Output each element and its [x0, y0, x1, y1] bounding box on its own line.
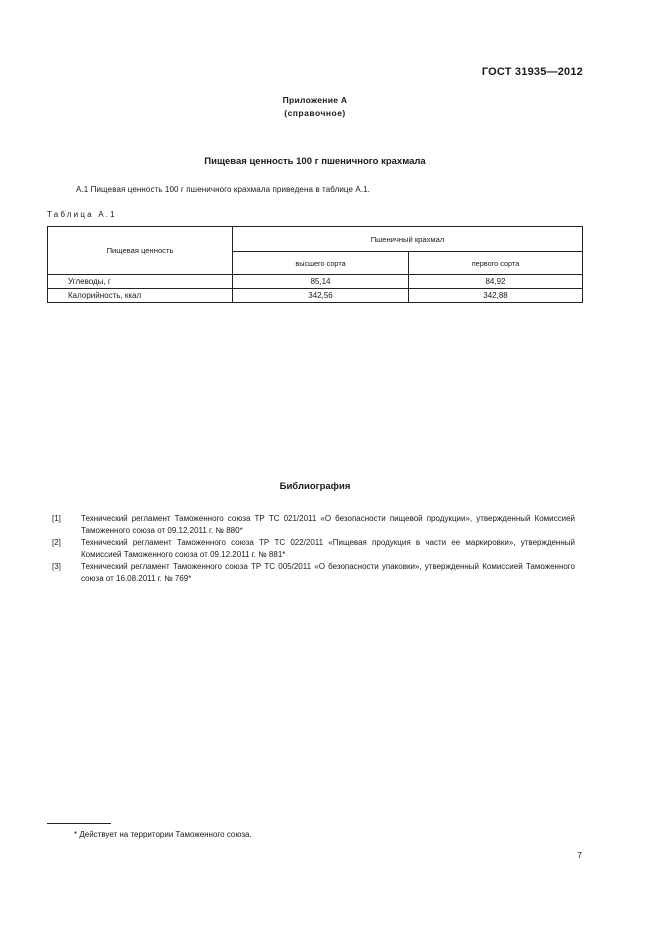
- row-label-carbohydrates: Углеводы, г: [48, 275, 233, 289]
- bibliography-item-text: Технический регламент Таможенного союза ТР ТС 022/2011 «Пищевая продукция в части ее маркировки», утвержденный Комиссией Таможенного союза от 09.12.2011 г. № 881*: [81, 538, 575, 559]
- header-nutrition-value: Пищевая ценность: [48, 227, 233, 275]
- nutrition-table: [47, 226, 583, 303]
- bibliography-item-text: Технический регламент Таможенного союза ТР ТС 021/2011 «О безопасности пищевой продукции», утвержденный Комиссией Таможенного союза от 09.12.2011 г. № 880*: [81, 514, 575, 535]
- page-number: 7: [577, 850, 582, 860]
- bibliography-item-number: [3]: [52, 562, 61, 571]
- table-caption: Таблица А.1: [47, 210, 117, 219]
- cell-carbohydrates-first-grade: 84,92: [409, 275, 583, 289]
- appendix-subtitle: (справочное): [284, 108, 346, 118]
- footnote: * Действует на территории Таможенного союза.: [74, 830, 252, 839]
- section-paragraph: А.1 Пищевая ценность 100 г пшеничного крахмала приведена в таблице А.1.: [76, 185, 371, 194]
- header-first-grade: первого сорта: [409, 252, 583, 275]
- section-title: Пищевая ценность 100 г пшеничного крахмала: [204, 156, 426, 167]
- bibliography-item: [52, 537, 576, 561]
- table-row: [48, 289, 583, 303]
- document-code: ГОСТ 31935—2012: [481, 66, 583, 78]
- header-wheat-starch: Пшеничный крахмал: [233, 227, 583, 252]
- bibliography-item: [52, 561, 576, 585]
- bibliography-item: [52, 513, 576, 537]
- cell-calories-first-grade: 342,88: [409, 289, 583, 303]
- table-header-row: [48, 227, 583, 252]
- footnote-divider: [47, 823, 111, 824]
- bibliography-item-number: [2]: [52, 538, 61, 547]
- bibliography-item-text: Технический регламент Таможенного союза ТР ТС 005/2011 «О безопасности упаковки», утвержденный Комиссией Таможенного союза от 16.08.2011 г. № 769*: [81, 562, 575, 583]
- appendix-title: Приложение А: [282, 95, 348, 105]
- bibliography-title: Библиография: [279, 481, 351, 492]
- cell-calories-top-grade: 342,56: [233, 289, 409, 303]
- row-label-calories: Калорийность, ккал: [48, 289, 233, 303]
- bibliography-item-number: [1]: [52, 514, 61, 523]
- header-top-grade: высшего сорта: [233, 252, 409, 275]
- table-row: [48, 275, 583, 289]
- cell-carbohydrates-top-grade: 85,14: [233, 275, 409, 289]
